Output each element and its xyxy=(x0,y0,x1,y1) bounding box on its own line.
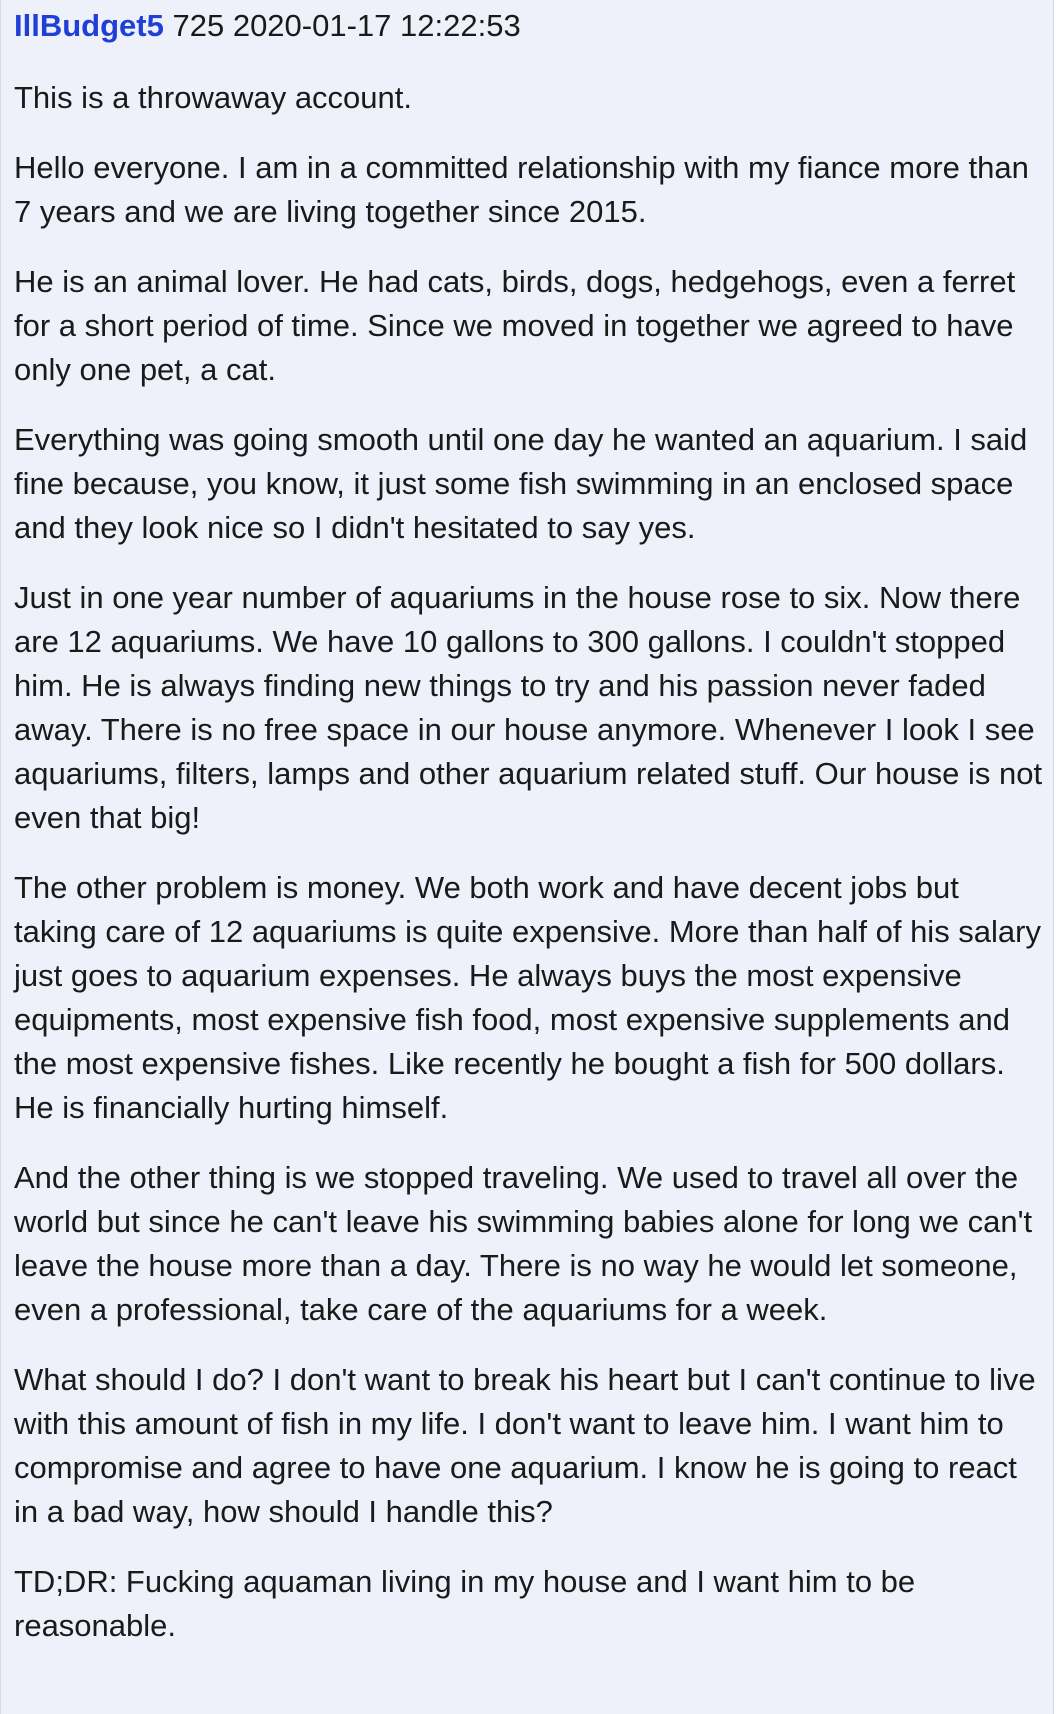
post-paragraph: Everything was going smooth until one day he wanted an aquarium. I said fine because, you know, it just some fish swimming in an enclosed space and they look nice so I didn't hesitated to say yes. xyxy=(14,422,1028,545)
post-paragraph: What should I do? I don't want to break his heart but I can't continue to live with this amount of fish in my life. I don't want to leave him. I want him to compromise and agree to have one aquarium. I know he is going to react in a bad way, how should I handle this? xyxy=(14,1362,1036,1529)
post-paragraph: The other problem is money. We both work and have decent jobs but taking care of 12 aquariums is quite expensive. More than half of his salary just goes to aquarium expenses. He always buys the most expensive equipments, most expensive fish food, most expensive supplements and the most expensive fishes. Like recently he bought a fish for 500 dollars. He is financially hurting himself. xyxy=(14,870,1041,1125)
post-paragraph: TD;DR: Fucking aquaman living in my house and I want him to be reasonable. xyxy=(14,1564,916,1643)
post-score: 725 xyxy=(172,8,225,43)
post-paragraph: Hello everyone. I am in a committed relationship with my fiance more than 7 years and we are living together since 2015. xyxy=(14,150,1029,229)
post-body xyxy=(14,76,1043,1648)
post-timestamp: 2020-01-17 12:22:53 xyxy=(232,8,521,43)
post-paragraph: Just in one year number of aquariums in the house rose to six. Now there are 12 aquariums. We have 10 gallons to 300 gallons. I couldn't stopped him. He is always finding new things to try and his passion never faded away. There is no free space in our house anymore. Whenever I look I see aquariums, filters, lamps and other aquarium related stuff. Our house is not even that big! xyxy=(14,580,1043,835)
username-link[interactable]: IllBudget5 xyxy=(14,8,164,43)
post-paragraph: And the other thing is we stopped traveling. We used to travel all over the world but since he can't leave his swimming babies alone for long we can't leave the house more than a day. There is no way he would let someone, even a professional, take care of the aquariums for a week. xyxy=(14,1160,1033,1327)
post-paragraph: This is a throwaway account. xyxy=(14,80,413,115)
post-header xyxy=(14,6,1043,46)
post-paragraph: He is an animal lover. He had cats, birds, dogs, hedgehogs, even a ferret for a short period of time. Since we moved in together we agreed to have only one pet, a cat. xyxy=(14,264,1016,387)
